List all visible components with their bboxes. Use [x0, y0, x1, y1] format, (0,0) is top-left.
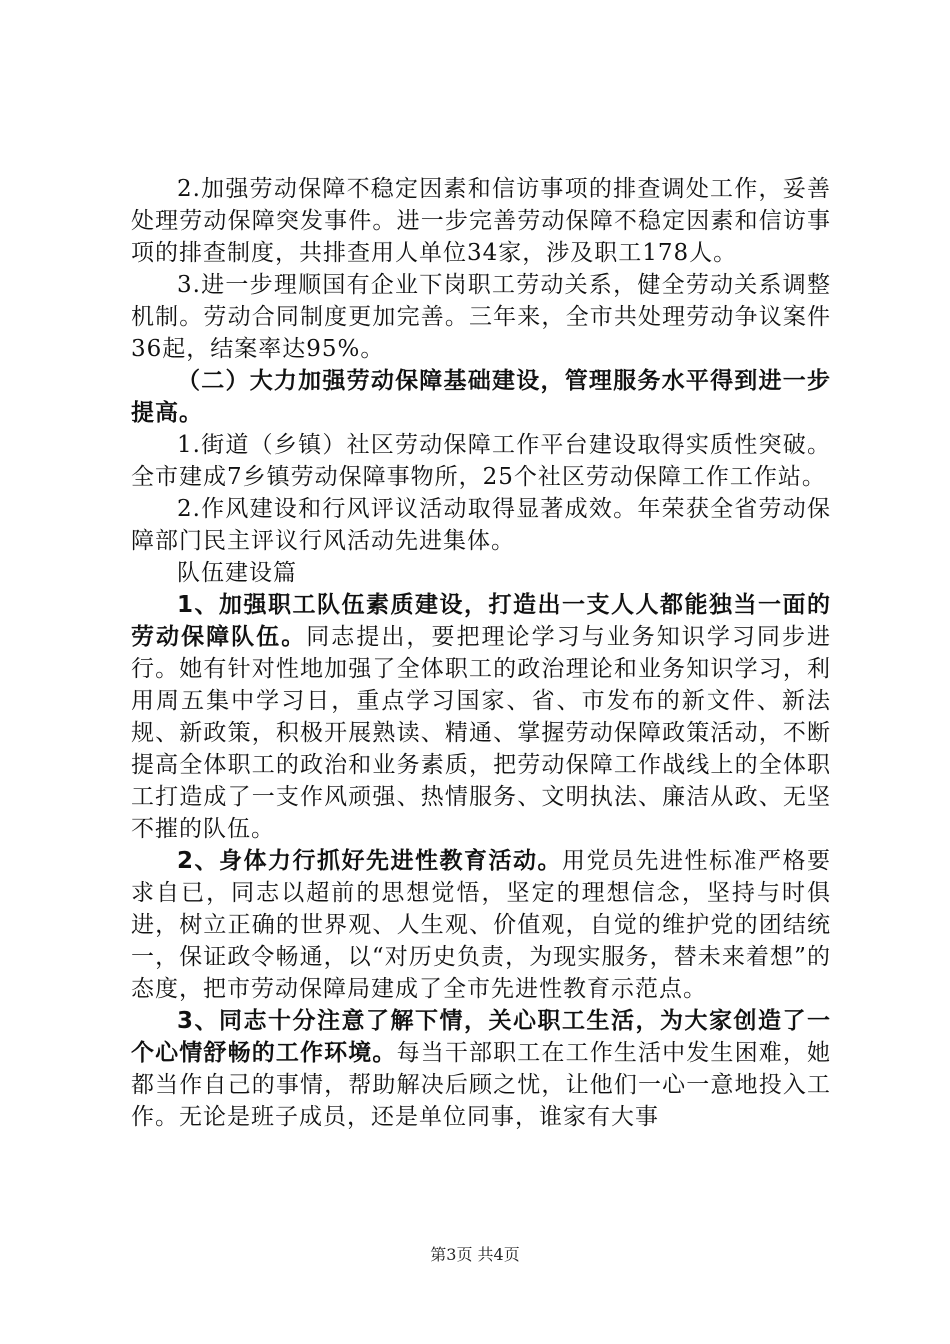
paragraph-2	[131, 269, 831, 365]
paragraph-text: 用党员先进性标准严格要求自已，同志以超前的思想觉悟，坚定的理想信念，坚持与时俱进，树立正确的世界观、人生观、价值观，自觉的维护党的团结统一，保证政令畅通，以“对历史负责，为现实服务，替未来着想”的态度，把市劳动保障局建成了全市先进性教育示范点。	[131, 848, 831, 1002]
paragraph-lead: 3、同志十分注意了解下情，关心职工生活，为大家创造了一个心情舒畅的工作环境。	[131, 1008, 831, 1066]
paragraph-5	[131, 589, 831, 845]
paragraph-text: 同志提出，要把理论学习与业务知识学习同步进行。她有针对性地加强了全体职工的政治理论和业务知识学习，利用周五集中学习日，重点学习国家、省、市发布的新文件、新法规、新政策，积极开展熟读、精通、掌握劳动保障政策活动，不断提高全体职工的政治和业务素质，把劳动保障工作战线上的全体职工打造成了一支作风顽强、热情服务、文明执法、廉洁从政、无坚不摧的队伍。	[131, 624, 832, 842]
paragraph-6	[131, 845, 831, 1005]
paragraph-lead: （二）大力加强劳动保障基础建设，管理服务水平得到进一步提高。	[131, 368, 831, 426]
page-number-footer: 第3页 共4页	[430, 1245, 520, 1264]
paragraph-3	[131, 429, 831, 493]
paragraph-text: 1.街道（乡镇）社区劳动保障工作平台建设取得实质性突破。全市建成7乡镇劳动保障事物所，25个社区劳动保障工作工作站。	[131, 432, 831, 490]
paragraph-text: 队伍建设篇	[177, 560, 297, 586]
paragraph-lead: 1、加强职工队伍素质建设，打造出一支人人都能独当一面的劳动保障队伍。	[131, 592, 831, 650]
paragraph-text: 2.作风建设和行风评议活动取得显著成效。年荣获全省劳动保障部门民主评议行风活动先进集体。	[131, 496, 831, 554]
paragraph-4	[131, 493, 831, 557]
subsection-title	[131, 557, 831, 589]
paragraph-7	[131, 1005, 831, 1133]
paragraph-text: 2.加强劳动保障不稳定因素和信访事项的排查调处工作，妥善处理劳动保障突发事件。进一步完善劳动保障不稳定因素和信访事项的排查制度，共排查用人单位34家，涉及职工178人。	[131, 176, 831, 266]
paragraph-1	[131, 173, 831, 269]
paragraph-text: 3.进一步理顺国有企业下岗职工劳动关系，健全劳动关系调整机制。劳动合同制度更加完善。三年来，全市共处理劳动争议案件36起，结案率达95%。	[131, 272, 831, 362]
paragraph-lead: 2、身体力行抓好先进性教育活动。	[177, 848, 562, 874]
paragraph-text: 每当干部职工在工作生活中发生困难，她都当作自己的事情，帮助解决后顾之忧，让他们一心一意地投入工作。无论是班子成员，还是单位同事，谁家有大事	[131, 1040, 832, 1130]
section-heading	[131, 365, 831, 429]
document-body	[131, 173, 831, 1133]
